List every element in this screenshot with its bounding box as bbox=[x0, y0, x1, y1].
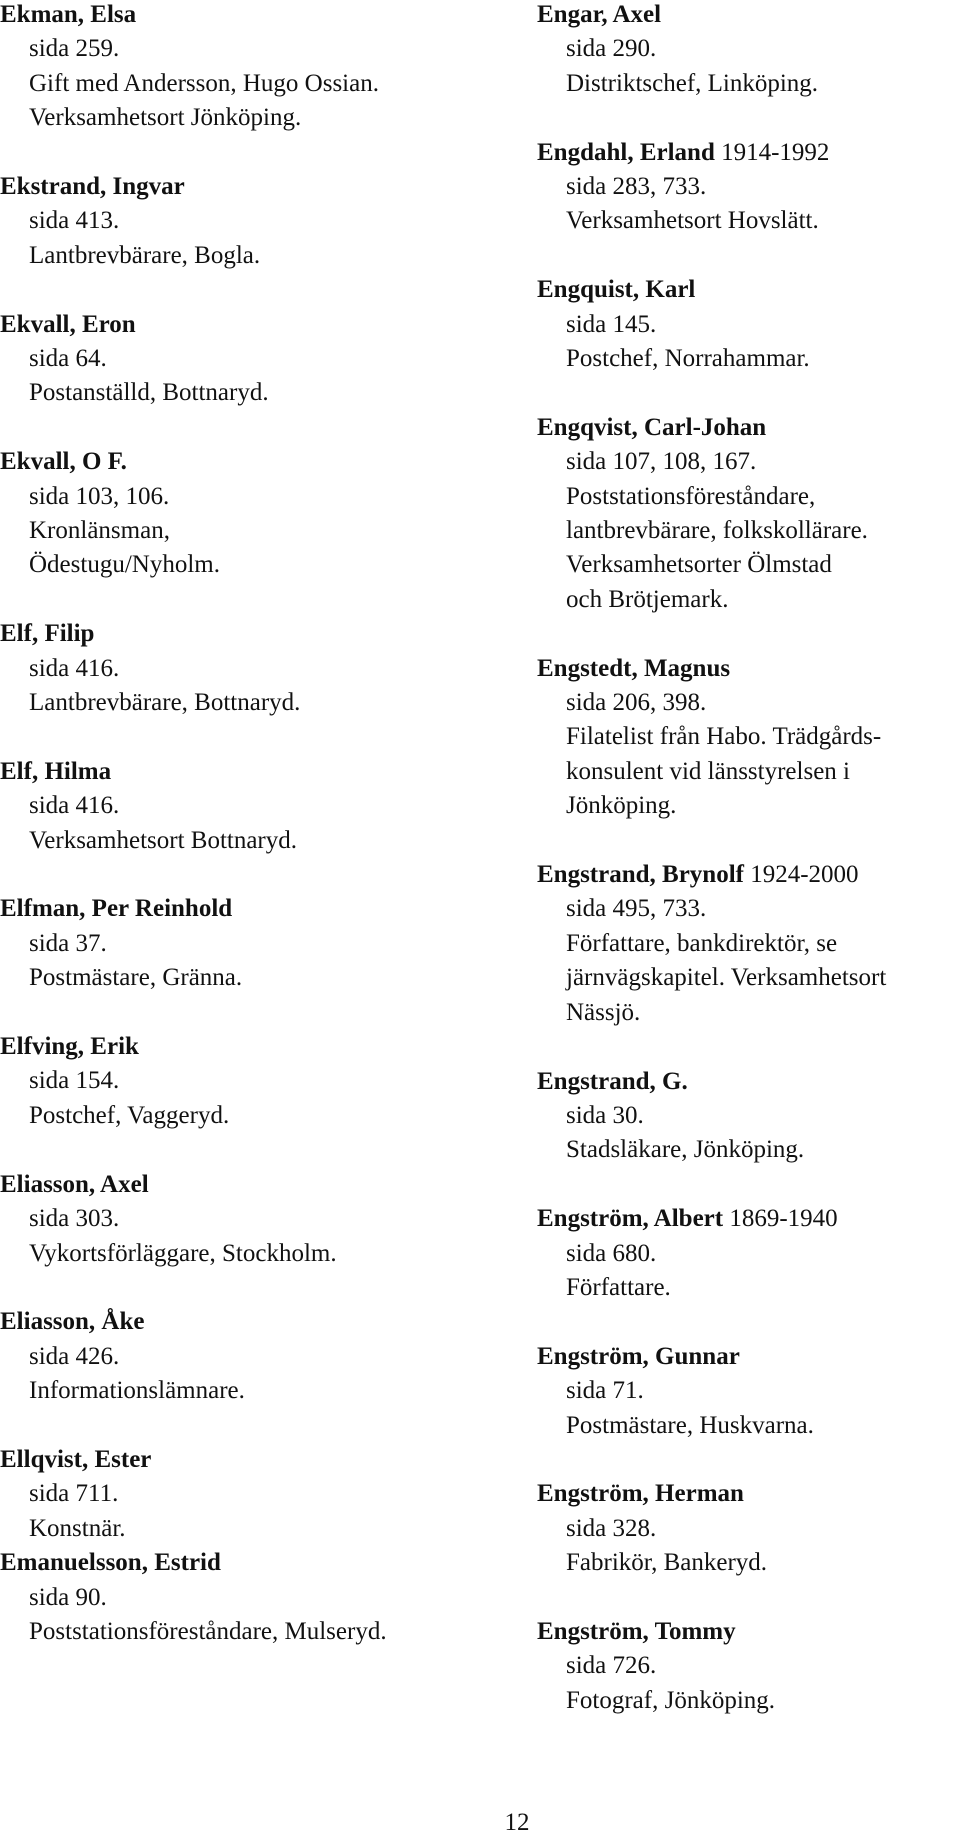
index-entry bbox=[537, 1477, 960, 1580]
entry-description: Fotograf, Jönköping. bbox=[566, 1686, 776, 1714]
entry-name: Engström, Gunnar bbox=[537, 1342, 740, 1370]
entry-years: 1869-1940 bbox=[729, 1205, 838, 1233]
entry-description: Filatelist från Habo. Trädgårds- bbox=[566, 723, 882, 751]
entry-name: Engstrand, G. bbox=[537, 1067, 688, 1095]
entry-heading bbox=[0, 1443, 520, 1477]
index-entry bbox=[537, 1340, 960, 1443]
entry-page-ref: sida 107, 108, 167. bbox=[566, 448, 757, 476]
entry-name: Elf, Hilma bbox=[0, 757, 112, 785]
entry-description: Författare, bankdirektör, se bbox=[566, 929, 838, 957]
entry-description: Lantbrevbärare, Bottnaryd. bbox=[29, 689, 301, 717]
entry-description: Postanställd, Bottnaryd. bbox=[29, 379, 269, 407]
entry-description: konsulent vid länsstyrelsen i bbox=[566, 757, 850, 785]
entry-description: Verksamhetsort Hovslätt. bbox=[566, 207, 819, 235]
entry-description: Lantbrevbärare, Bogla. bbox=[29, 241, 261, 269]
entry-page-ref: sida 303. bbox=[29, 1205, 120, 1233]
entry-description: Författare. bbox=[566, 1273, 671, 1301]
entry-description: Vykortsförläggare, Stockholm. bbox=[29, 1239, 337, 1267]
index-entry bbox=[537, 1202, 960, 1305]
entry-page-ref: sida 680. bbox=[566, 1239, 657, 1267]
entry-name: Elfving, Erik bbox=[0, 1033, 139, 1061]
entry-description: Verksamhetsorter Ölmstad bbox=[566, 551, 832, 579]
entry-description: och Brötjemark. bbox=[566, 585, 729, 613]
entry-name: Engar, Axel bbox=[537, 1, 662, 28]
entry-heading bbox=[537, 0, 960, 32]
index-entry bbox=[0, 0, 520, 136]
entry-description: Distriktschef, Linköping. bbox=[566, 69, 819, 97]
entry-heading bbox=[537, 1477, 960, 1511]
entry-page-ref: sida 328. bbox=[566, 1514, 657, 1542]
entry-page-ref: sida 495, 733. bbox=[566, 895, 707, 923]
entry-page-ref: sida 206, 398. bbox=[566, 689, 707, 717]
entry-heading bbox=[537, 1065, 960, 1099]
entry-page-ref: sida 416. bbox=[29, 654, 120, 682]
entry-description: Poststationsföreståndare, Mulseryd. bbox=[29, 1617, 387, 1645]
entry-description: Gift med Andersson, Hugo Ossian. bbox=[29, 69, 379, 97]
entry-page-ref: sida 426. bbox=[29, 1342, 120, 1370]
index-entry bbox=[0, 1030, 520, 1133]
entry-name: Ekvall, Eron bbox=[0, 310, 136, 338]
entry-page-ref: sida 290. bbox=[566, 35, 657, 63]
entry-heading bbox=[0, 1546, 520, 1580]
index-entry bbox=[0, 170, 520, 273]
entry-name: Engström, Herman bbox=[537, 1480, 744, 1508]
entry-description: Jönköping. bbox=[566, 792, 677, 820]
entry-description: Nässjö. bbox=[566, 998, 641, 1026]
entry-heading bbox=[0, 170, 520, 204]
index-column-left bbox=[0, 0, 520, 1684]
entry-years: 1924-2000 bbox=[750, 861, 859, 889]
index-column-right bbox=[537, 0, 960, 1753]
entry-page-ref: sida 416. bbox=[29, 792, 120, 820]
entry-name: Engström, Tommy bbox=[537, 1617, 736, 1645]
index-entry bbox=[0, 892, 520, 995]
index-entry bbox=[0, 1443, 520, 1546]
entry-page-ref: sida 30. bbox=[566, 1101, 644, 1129]
entry-heading bbox=[0, 892, 520, 926]
entry-name: Emanuelsson, Estrid bbox=[0, 1549, 221, 1577]
index-entry bbox=[0, 1305, 520, 1408]
index-entry bbox=[537, 858, 960, 1030]
entry-name: Engdahl, Erland bbox=[537, 138, 715, 166]
entry-name: Elfman, Per Reinhold bbox=[0, 895, 233, 923]
entry-heading bbox=[537, 411, 960, 445]
entry-description: Postchef, Norrahammar. bbox=[566, 345, 810, 373]
entry-page-ref: sida 283, 733. bbox=[566, 173, 707, 201]
entry-page-ref: sida 413. bbox=[29, 207, 120, 235]
entry-name: Eliasson, Åke bbox=[0, 1308, 145, 1336]
entry-heading bbox=[0, 617, 520, 651]
entry-heading bbox=[537, 1615, 960, 1649]
entry-description: Verksamhetsort Jönköping. bbox=[29, 104, 302, 132]
entry-page-ref: sida 90. bbox=[29, 1583, 107, 1611]
entry-description: Ödestugu/Nyholm. bbox=[29, 551, 220, 579]
entry-name: Ellqvist, Ester bbox=[0, 1445, 152, 1473]
index-entry bbox=[0, 445, 520, 583]
entry-page-ref: sida 154. bbox=[29, 1067, 120, 1095]
entry-description: järnvägskapitel. Verksamhetsort bbox=[566, 964, 887, 992]
entry-heading bbox=[537, 652, 960, 686]
index-entry bbox=[0, 308, 520, 411]
index-entry bbox=[537, 273, 960, 376]
index-entry bbox=[537, 1615, 960, 1718]
entry-page-ref: sida 103, 106. bbox=[29, 482, 170, 510]
entry-page-ref: sida 37. bbox=[29, 929, 107, 957]
index-entry bbox=[0, 755, 520, 858]
entry-heading bbox=[537, 136, 960, 170]
entry-name: Engquist, Karl bbox=[537, 276, 696, 304]
entry-name: Engqvist, Carl-Johan bbox=[537, 413, 767, 441]
entry-heading bbox=[537, 273, 960, 307]
entry-name: Ekvall, O F. bbox=[0, 448, 127, 476]
entry-name: Engstedt, Magnus bbox=[537, 654, 731, 682]
index-entry bbox=[537, 411, 960, 617]
entry-heading bbox=[0, 1168, 520, 1202]
entry-name: Ekman, Elsa bbox=[0, 1, 137, 28]
index-entry bbox=[537, 1065, 960, 1168]
entry-description: Postmästare, Huskvarna. bbox=[566, 1411, 814, 1439]
entry-name: Engström, Albert bbox=[537, 1205, 724, 1233]
entry-page-ref: sida 145. bbox=[566, 310, 657, 338]
entry-page-ref: sida 259. bbox=[29, 35, 120, 63]
entry-description: lantbrevbärare, folkskollärare. bbox=[566, 517, 868, 545]
entry-heading bbox=[0, 308, 520, 342]
entry-name: Engstrand, Brynolf bbox=[537, 861, 744, 889]
page-number: 12 bbox=[504, 1809, 530, 1836]
entry-description: Verksamhetsort Bottnaryd. bbox=[29, 826, 298, 854]
entry-heading bbox=[0, 1305, 520, 1339]
entry-heading bbox=[0, 0, 520, 32]
entry-heading bbox=[537, 1340, 960, 1374]
entry-description: Kronlänsman, bbox=[29, 517, 170, 545]
index-entry bbox=[0, 1546, 520, 1649]
entry-heading bbox=[537, 1202, 960, 1236]
entry-page-ref: sida 71. bbox=[566, 1377, 644, 1405]
index-entry bbox=[537, 0, 960, 101]
entry-years: 1914-1992 bbox=[721, 138, 830, 166]
entry-name: Ekstrand, Ingvar bbox=[0, 173, 185, 201]
entry-page-ref: sida 64. bbox=[29, 345, 107, 373]
entry-description: Postchef, Vaggeryd. bbox=[29, 1101, 230, 1129]
entry-page-ref: sida 711. bbox=[29, 1480, 119, 1508]
entry-description: Postmästare, Gränna. bbox=[29, 964, 243, 992]
entry-page-ref: sida 726. bbox=[566, 1652, 657, 1680]
entry-description: Informationslämnare. bbox=[29, 1377, 245, 1405]
entry-heading bbox=[0, 755, 520, 789]
entry-heading bbox=[537, 858, 960, 892]
index-entry bbox=[0, 1168, 520, 1271]
entry-name: Eliasson, Axel bbox=[0, 1170, 149, 1198]
entry-description: Konstnär. bbox=[29, 1514, 126, 1542]
entry-heading bbox=[0, 1030, 520, 1064]
entry-name: Elf, Filip bbox=[0, 620, 95, 648]
index-entry bbox=[537, 652, 960, 824]
entry-description: Fabrikör, Bankeryd. bbox=[566, 1549, 768, 1577]
index-entry bbox=[537, 136, 960, 239]
entry-description: Stadsläkare, Jönköping. bbox=[566, 1136, 805, 1164]
index-entry bbox=[0, 617, 520, 720]
entry-description: Poststationsföreståndare, bbox=[566, 482, 816, 510]
entry-heading bbox=[0, 445, 520, 479]
